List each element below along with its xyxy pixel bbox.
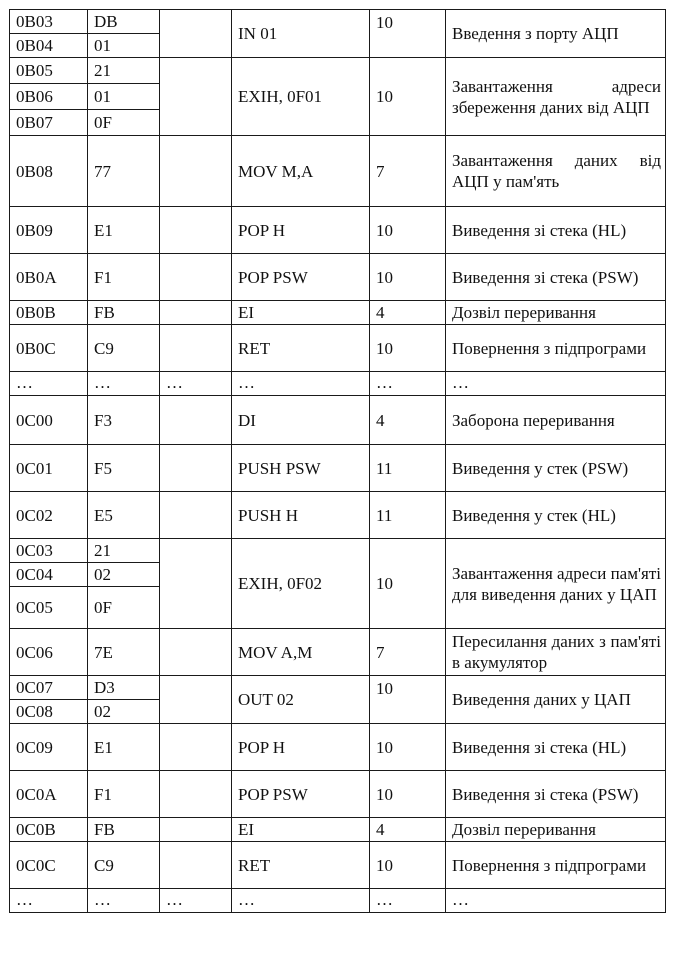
description-cell: Завантаження даних від АЦП у пам'ять — [446, 136, 666, 207]
description-cell: Виведення зі стека (PSW) — [446, 254, 666, 301]
address-cell: 0C03 — [10, 539, 88, 563]
mnemonic-cell: DI — [232, 396, 370, 445]
label-cell — [160, 771, 232, 818]
cycles-cell: 10 — [370, 724, 446, 771]
mnemonic-cell: PUSH PSW — [232, 445, 370, 492]
opcode-cell: 77 — [88, 136, 160, 207]
opcode-cell: 0F — [88, 587, 160, 629]
cycles-cell: 7 — [370, 629, 446, 676]
mnemonic-cell: POP H — [232, 724, 370, 771]
label-cell: … — [160, 372, 232, 396]
address-cell: … — [10, 889, 88, 913]
address-cell: 0B0B — [10, 301, 88, 325]
cycles-cell: 10 — [370, 771, 446, 818]
description-cell: Дозвіл переривання — [446, 301, 666, 325]
opcode-cell: E5 — [88, 492, 160, 539]
description-cell: Дозвіл переривання — [446, 818, 666, 842]
label-cell — [160, 254, 232, 301]
label-cell — [160, 58, 232, 136]
mnemonic-cell: POP PSW — [232, 254, 370, 301]
opcode-cell: 02 — [88, 563, 160, 587]
address-cell: 0C09 — [10, 724, 88, 771]
cycles-cell: 4 — [370, 818, 446, 842]
mnemonic-cell: PUSH H — [232, 492, 370, 539]
opcode-cell: … — [88, 889, 160, 913]
description-cell: Виведення зі стека (HL) — [446, 724, 666, 771]
opcode-cell: 21 — [88, 58, 160, 84]
opcode-cell: 01 — [88, 84, 160, 110]
address-cell: 0C00 — [10, 396, 88, 445]
description-cell: Завантаження адреси пам'яті для виведення даних у ЦАП — [446, 539, 666, 629]
address-cell: 0B03 — [10, 10, 88, 34]
mnemonic-cell: RET — [232, 842, 370, 889]
label-cell — [160, 207, 232, 254]
address-cell: 0C04 — [10, 563, 88, 587]
table-row — [10, 629, 666, 676]
address-cell: 0C08 — [10, 700, 88, 724]
table-row — [10, 58, 666, 84]
table-row — [10, 254, 666, 301]
opcode-cell: C9 — [88, 842, 160, 889]
address-cell: 0C02 — [10, 492, 88, 539]
opcode-cell: FB — [88, 818, 160, 842]
description-cell: Виведення зі стека (HL) — [446, 207, 666, 254]
opcode-cell: C9 — [88, 325, 160, 372]
mnemonic-cell: MOV M,A — [232, 136, 370, 207]
opcode-cell: DB — [88, 10, 160, 34]
address-cell: 0C0C — [10, 842, 88, 889]
cycles-cell: … — [370, 372, 446, 396]
description-cell: Виведення даних у ЦАП — [446, 676, 666, 724]
description-cell: Виведення зі стека (PSW) — [446, 771, 666, 818]
label-cell — [160, 325, 232, 372]
label-cell — [160, 10, 232, 58]
table-row — [10, 136, 666, 207]
address-cell: 0B09 — [10, 207, 88, 254]
ellipsis-row — [10, 372, 666, 396]
opcode-cell: F1 — [88, 254, 160, 301]
opcode-cell: 02 — [88, 700, 160, 724]
cycles-cell: 10 — [370, 325, 446, 372]
address-cell: … — [10, 372, 88, 396]
label-cell — [160, 818, 232, 842]
table-row — [10, 818, 666, 842]
table-row — [10, 676, 666, 700]
description-cell: … — [446, 372, 666, 396]
label-cell — [160, 445, 232, 492]
table-row — [10, 396, 666, 445]
opcode-cell: 0F — [88, 110, 160, 136]
description-cell: Повернення з підпрограми — [446, 842, 666, 889]
label-cell — [160, 492, 232, 539]
label-cell — [160, 539, 232, 629]
cycles-cell: 10 — [370, 254, 446, 301]
cycles-cell: 7 — [370, 136, 446, 207]
opcode-cell: D3 — [88, 676, 160, 700]
table-row — [10, 724, 666, 771]
label-cell — [160, 676, 232, 724]
assembly-listing-table — [9, 9, 666, 913]
opcode-cell: 7E — [88, 629, 160, 676]
mnemonic-cell: EI — [232, 301, 370, 325]
table-row — [10, 842, 666, 889]
cycles-cell: 10 — [370, 58, 446, 136]
description-cell: Виведення у стек (HL) — [446, 492, 666, 539]
cycles-cell: 10 — [370, 842, 446, 889]
address-cell: 0B08 — [10, 136, 88, 207]
address-cell: 0C06 — [10, 629, 88, 676]
opcode-cell: F5 — [88, 445, 160, 492]
description-cell: Завантаження адреси збереження даних від АЦП — [446, 58, 666, 136]
address-cell: 0B0C — [10, 325, 88, 372]
table-row — [10, 325, 666, 372]
address-cell: 0B04 — [10, 34, 88, 58]
table-row — [10, 445, 666, 492]
ellipsis-row — [10, 889, 666, 913]
label-cell — [160, 629, 232, 676]
address-cell: 0B06 — [10, 84, 88, 110]
mnemonic-cell: EXIH, 0F02 — [232, 539, 370, 629]
mnemonic-cell: POP H — [232, 207, 370, 254]
label-cell — [160, 724, 232, 771]
address-cell: 0C0A — [10, 771, 88, 818]
cycles-cell: 10 — [370, 10, 446, 58]
label-cell — [160, 396, 232, 445]
mnemonic-cell: IN 01 — [232, 10, 370, 58]
table-row — [10, 301, 666, 325]
mnemonic-cell: EXIH, 0F01 — [232, 58, 370, 136]
opcode-cell: E1 — [88, 207, 160, 254]
address-cell: 0C07 — [10, 676, 88, 700]
description-cell: Виведення у стек (PSW) — [446, 445, 666, 492]
cycles-cell: 10 — [370, 207, 446, 254]
mnemonic-cell: POP PSW — [232, 771, 370, 818]
label-cell — [160, 136, 232, 207]
label-cell: … — [160, 889, 232, 913]
address-cell: 0C01 — [10, 445, 88, 492]
address-cell: 0C0B — [10, 818, 88, 842]
opcode-cell: F1 — [88, 771, 160, 818]
description-cell: … — [446, 889, 666, 913]
opcode-cell: 21 — [88, 539, 160, 563]
mnemonic-cell: OUT 02 — [232, 676, 370, 724]
cycles-cell: 11 — [370, 445, 446, 492]
cycles-cell: 11 — [370, 492, 446, 539]
table-row — [10, 207, 666, 254]
description-cell: Пересилання даних з пам'яті в акумулятор — [446, 629, 666, 676]
mnemonic-cell: EI — [232, 818, 370, 842]
mnemonic-cell: RET — [232, 325, 370, 372]
table-row — [10, 492, 666, 539]
table-row — [10, 539, 666, 563]
cycles-cell: 10 — [370, 539, 446, 629]
cycles-cell: 4 — [370, 396, 446, 445]
address-cell: 0B0A — [10, 254, 88, 301]
description-cell: Заборона переривання — [446, 396, 666, 445]
opcode-cell: E1 — [88, 724, 160, 771]
address-cell: 0C05 — [10, 587, 88, 629]
opcode-cell: F3 — [88, 396, 160, 445]
cycles-cell: … — [370, 889, 446, 913]
mnemonic-cell: MOV A,M — [232, 629, 370, 676]
description-cell: Повернення з підпрограми — [446, 325, 666, 372]
table-row — [10, 10, 666, 34]
opcode-cell: … — [88, 372, 160, 396]
mnemonic-cell: … — [232, 889, 370, 913]
opcode-cell: FB — [88, 301, 160, 325]
label-cell — [160, 842, 232, 889]
address-cell: 0B05 — [10, 58, 88, 84]
opcode-cell: 01 — [88, 34, 160, 58]
cycles-cell: 10 — [370, 676, 446, 724]
label-cell — [160, 301, 232, 325]
table-row — [10, 771, 666, 818]
cycles-cell: 4 — [370, 301, 446, 325]
mnemonic-cell: … — [232, 372, 370, 396]
address-cell: 0B07 — [10, 110, 88, 136]
description-cell: Введення з порту АЦП — [446, 10, 666, 58]
